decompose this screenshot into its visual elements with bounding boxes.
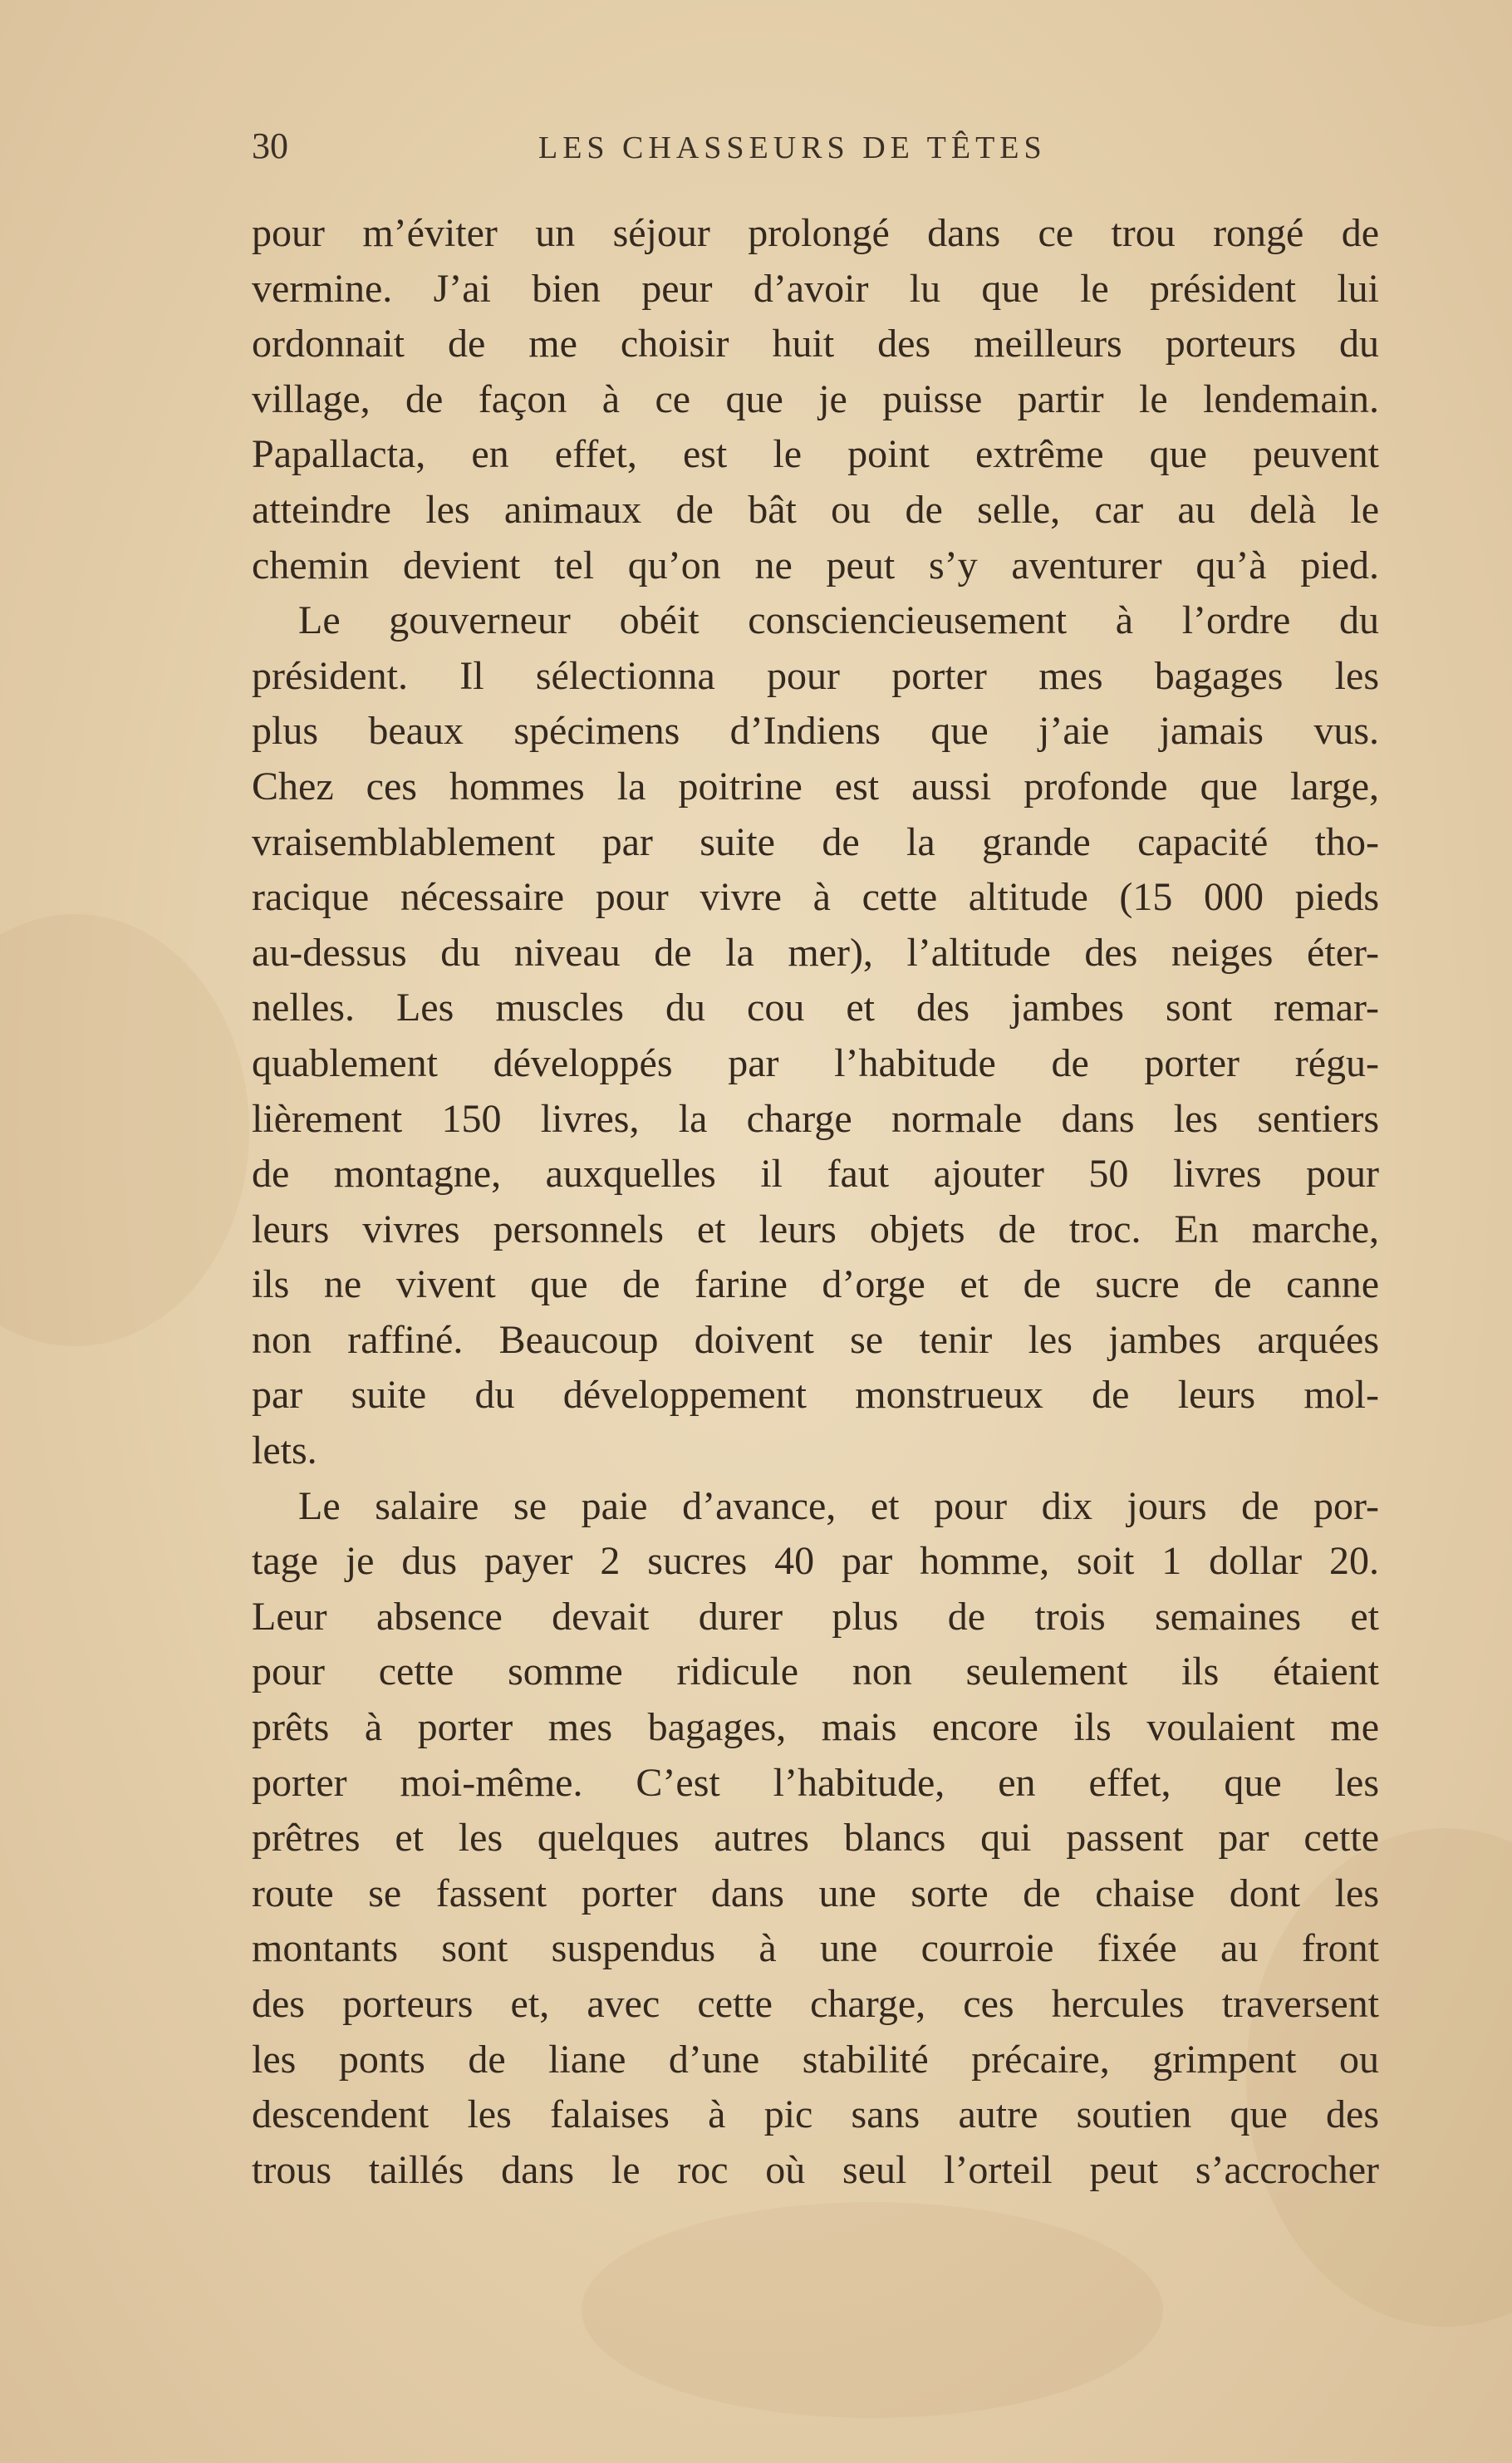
- text-line: montants sont suspendus à une courroie fixée au front: [252, 1926, 1379, 1971]
- text-line: non raffiné. Beaucoup doivent se tenir les jambes arquées: [252, 1317, 1379, 1362]
- text-line: par suite du développement monstrueux de leurs mol-: [252, 1373, 1379, 1418]
- text-line: Le salaire se paie d’avance, et pour dix jours de por-: [298, 1483, 1379, 1528]
- text-line: de montagne, auxquelles il faut ajouter 50 livres pour: [252, 1152, 1379, 1197]
- body-text: [252, 206, 1379, 2198]
- text-line: pour m’éviter un séjour prolongé dans ce trou rongé de: [252, 211, 1379, 255]
- text-line: village, de façon à ce que je puisse partir le lendemain.: [252, 376, 1379, 421]
- text-line: des porteurs et, avec cette charge, ces hercules traversent: [252, 1982, 1379, 2026]
- text-line: Leur absence devait durer plus de trois semaines et: [252, 1594, 1379, 1639]
- text-line: trous taillés dans le roc où seul l’orteil peut s’accrocher: [252, 2147, 1379, 2192]
- text-line: ils ne vivent que de farine d’orge et de sucre de canne: [252, 1262, 1379, 1307]
- text-line: vraisemblablement par suite de la grande capacité tho-: [252, 819, 1379, 864]
- text-line: les ponts de liane d’une stabilité précaire, grimpent ou: [252, 2037, 1379, 2082]
- text-line: vermine. J’ai bien peur d’avoir lu que le président lui: [252, 266, 1379, 311]
- text-line: porter moi-même. C’est l’habitude, en effet, que les: [252, 1760, 1379, 1805]
- text-line: prêtres et les quelques autres blancs qui passent par cette: [252, 1816, 1379, 1861]
- running-head: LES CHASSEURS DE TÊTES: [538, 130, 1047, 165]
- paper-stain: [0, 914, 249, 1346]
- text-line: racique nécessaire pour vivre à cette altitude (15 000 pieds: [252, 875, 1379, 920]
- page-header: [252, 125, 1379, 175]
- page-number: 30: [252, 125, 288, 166]
- text-line: plus beaux spécimens d’Indiens que j’aie jamais vus.: [252, 709, 1379, 754]
- text-line: Le gouverneur obéit consciencieusement à l’ordre du: [298, 598, 1379, 643]
- text-line: prêts à porter mes bagages, mais encore ils voulaient me: [252, 1705, 1379, 1750]
- text-line: leurs vivres personnels et leurs objets de troc. En marche,: [252, 1207, 1379, 1251]
- text-line: au-dessus du niveau de la mer), l’altitude des neiges éter-: [252, 930, 1379, 975]
- text-line: atteindre les animaux de bât ou de selle, car au delà le: [252, 487, 1379, 532]
- text-line: descendent les falaises à pic sans autre soutien que des: [252, 2092, 1379, 2137]
- text-line: nelles. Les muscles du cou et des jambes sont remar-: [252, 986, 1379, 1030]
- text-line: route se fassent porter dans une sorte de chaise dont les: [252, 1871, 1379, 1915]
- paragraph: [252, 1479, 1379, 2199]
- paper-stain: [582, 2202, 1163, 2418]
- text-line: pour cette somme ridicule non seulement ils étaient: [252, 1649, 1379, 1694]
- text-line: lièrement 150 livres, la charge normale dans les sentiers: [252, 1096, 1379, 1141]
- text-line: lets.: [252, 1428, 317, 1473]
- text-line: Papallacta, en effet, est le point extrême que peuvent: [252, 432, 1379, 477]
- text-line: chemin devient tel qu’on ne peut s’y aventurer qu’à pied.: [252, 543, 1379, 587]
- paragraph: [252, 206, 1379, 593]
- text-line: Chez ces hommes la poitrine est aussi profonde que large,: [252, 764, 1379, 809]
- text-line: ordonnait de me choisir huit des meilleurs porteurs du: [252, 322, 1379, 366]
- text-line: tage je dus payer 2 sucres 40 par homme, soit 1 dollar 20.: [252, 1539, 1379, 1584]
- text-line: président. Il sélectionna pour porter mes bagages les: [252, 653, 1379, 698]
- text-line: quablement développés par l’habitude de porter régu-: [252, 1040, 1379, 1085]
- paragraph: [252, 593, 1379, 1479]
